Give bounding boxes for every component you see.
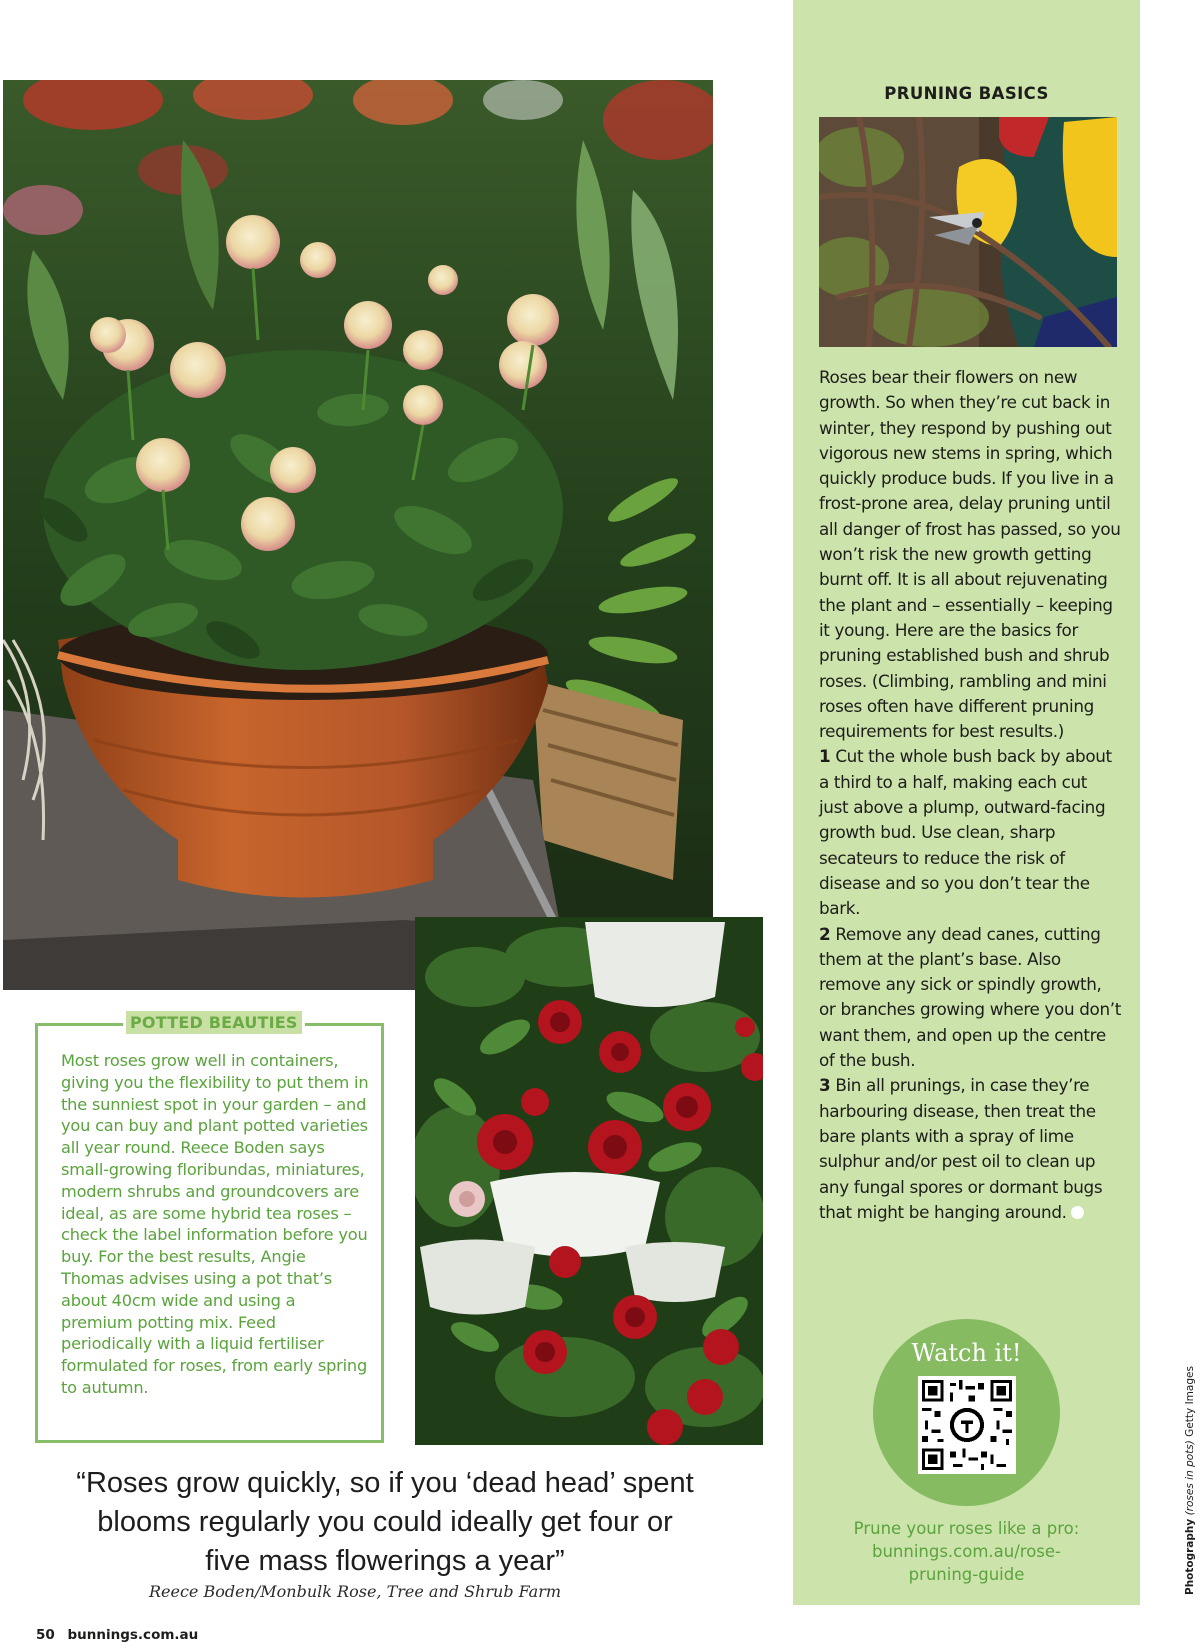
qr-code-icon[interactable] xyxy=(918,1376,1016,1474)
page-footer xyxy=(36,1627,198,1643)
link-line-1: Prune your roses like a pro: xyxy=(853,1519,1080,1538)
pull-quote-line-3: five mass flowerings a year” xyxy=(205,1545,565,1577)
pruning-step-3 xyxy=(819,1073,1121,1225)
quote-attribution: Reece Boden/Monbulk Rose, Tree and Shrub Farm xyxy=(148,1582,562,1601)
potted-beauties-title xyxy=(123,1011,305,1034)
photo-credit xyxy=(1184,1366,1196,1595)
pruning-photo xyxy=(819,117,1117,347)
credit-source: Getty Images xyxy=(1184,1366,1196,1437)
credit-detail: (roses in pots) xyxy=(1184,1440,1196,1516)
watch-it-badge[interactable] xyxy=(873,1319,1060,1506)
page-number: 50 xyxy=(36,1627,55,1643)
potted-rose-photo xyxy=(3,80,713,990)
step-number: 2 xyxy=(819,923,831,944)
step-text: Cut the whole bush back by about a third to a half, making each cut just above a plump, outward-facing growth bud. Use clean, sharp secateurs to reduce the risk of disease and so you don’t tear the bark. xyxy=(819,746,1112,919)
link-line-2: bunnings.com.au/rose- xyxy=(871,1542,1062,1561)
footer-site[interactable]: bunnings.com.au xyxy=(67,1627,199,1643)
link-line-3: pruning-guide xyxy=(908,1565,1025,1584)
step-number: 1 xyxy=(819,746,831,767)
pull-quote-line-1: “Roses grow quickly, so if you ‘dead head’ spent xyxy=(76,1467,694,1499)
pruning-guide-link[interactable] xyxy=(793,1517,1140,1586)
step-number: 3 xyxy=(819,1075,831,1096)
watch-it-title: Watch it! xyxy=(911,1339,1022,1367)
step-text: Remove any dead canes, cutting them at the plant’s base. Also remove any sick or spindly growth, or branches growing where you don’t want them, and open up the centre of the bush. xyxy=(819,923,1121,1071)
pruning-step-2 xyxy=(819,922,1121,1074)
red-rose-photo xyxy=(415,917,763,1445)
pull-quote-line-2: blooms regularly you could ideally get four or xyxy=(97,1506,673,1538)
step-text: Bin all prunings, in case they’re harbouring disease, then treat the bare plants with a spray of lime sulphur and/or pest oil to clean up any fungal spores or dormant bugs that might be hanging around. xyxy=(819,1075,1103,1222)
end-mark-icon xyxy=(1071,1206,1084,1219)
sidebar-body xyxy=(819,365,1121,1225)
credit-label: Photography xyxy=(1184,1518,1196,1595)
potted-beauties-body: Most roses grow well in containers, giving you the flexibility to put them in the sunniest spot in your garden – and you can buy and plant potted varieties all year round. Reece Boden says small-growing floribundas, miniatures, modern shrubs and groundcovers are ideal, as are some hybrid tea roses – check the label information before you buy. For the best results, Angie Thomas advises using a pot that’s about 40cm wide and using a premium potting mix. Feed periodically with a liquid fertiliser formulated for roses, from early spring to autumn. xyxy=(61,1051,369,1397)
pruning-sidebar xyxy=(793,0,1140,1605)
sidebar-intro: Roses bear their flowers on new growth. So when they’re cut back in winter, they respond by pushing out vigorous new stems in spring, which quickly produce buds. If you live in a frost-prone area, delay pruning until all danger of frost has passed, so you won’t risk the new growth getting burnt off. It is all about rejuvenating the plant and – essentially – keeping it young. Here are the basics for pruning established bush and shrub roses. (Climbing, rambling and mini roses often have different pruning requirements for best results.) xyxy=(819,367,1121,742)
pruning-step-1 xyxy=(819,744,1121,921)
sidebar-title: PRUNING BASICS xyxy=(884,84,1049,103)
pull-quote xyxy=(40,1464,730,1581)
potted-beauties-panel xyxy=(35,1013,384,1443)
potted-beauties-title-text: POTTED BEAUTIES xyxy=(126,1011,302,1034)
